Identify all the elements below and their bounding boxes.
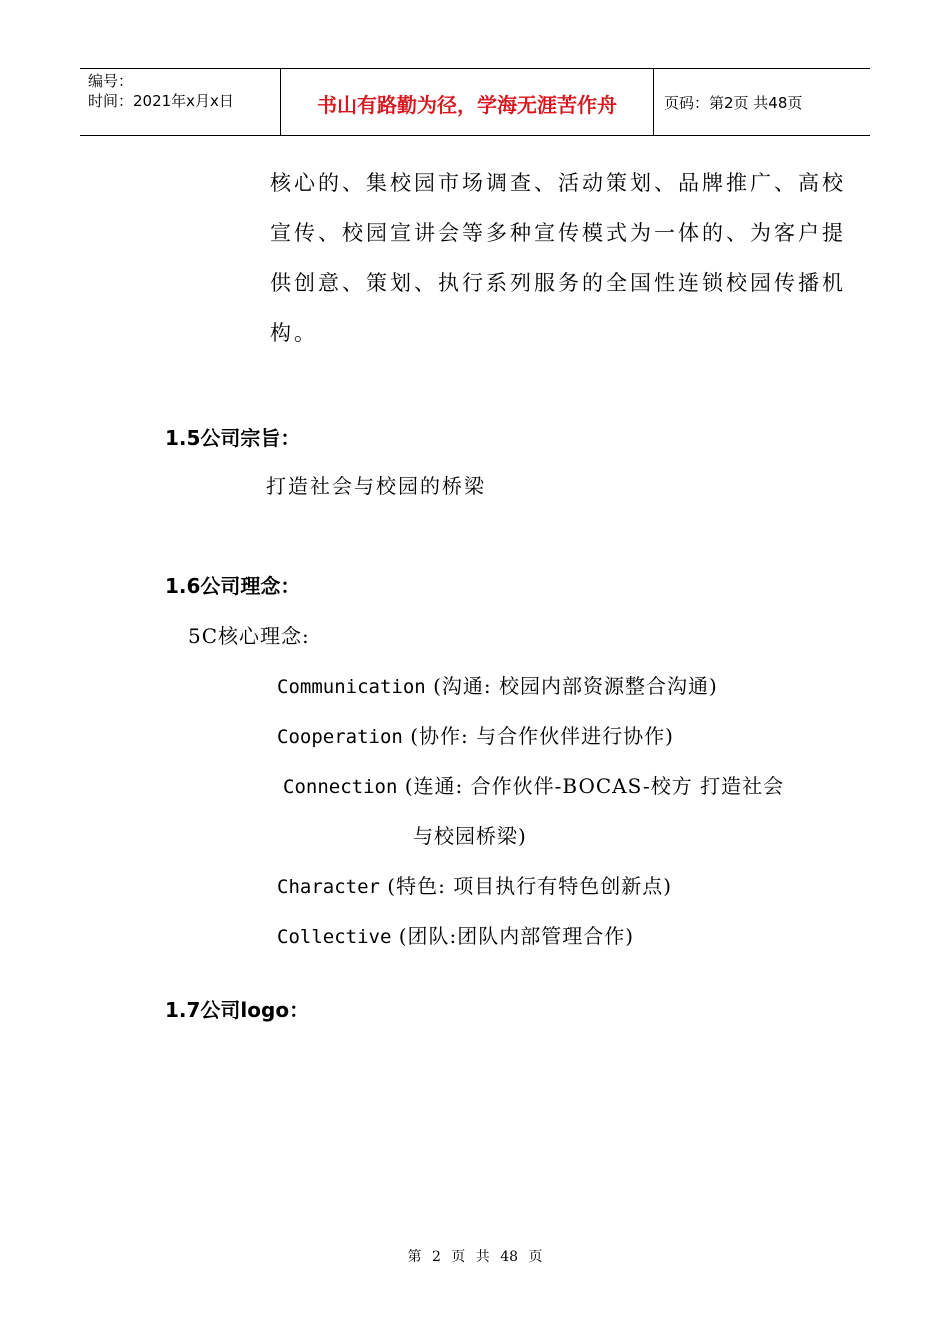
header-page-info: 页码：第2页 共48页 [664,93,803,112]
intro-paragraph [270,168,846,368]
philosophy-term: Cooperation [277,726,403,748]
intro-line: 核心的、集校园市场调查、活动策划、品牌推广、高校 [270,171,846,195]
philosophy-desc: (连通: 合作伙伴-BOCAS-校方 打造社会 [397,774,785,798]
intro-line: 供创意、策划、执行系列服务的全国性连锁校园传播机 [270,271,846,295]
philosophy-item [277,720,674,749]
heading-logo: 1.7公司logo： [165,998,310,1022]
philosophy-term: Communication [277,676,426,698]
philosophy-intro: 5C核心理念: [188,624,310,648]
philosophy-item-continued [413,820,527,849]
philosophy-term: Character [277,876,380,898]
philosophy-item [277,670,718,699]
number-label: 编号： [88,72,134,90]
heading-philosophy: 1.6公司理念： [165,574,301,598]
philosophy-desc: (团队:团队内部管理合作) [391,924,635,948]
philosophy-desc: (沟通: 校园内部资源整合沟通) [425,674,718,698]
philosophy-term: Connection [283,776,398,798]
philosophy-desc: (特色: 项目执行有特色创新点) [379,874,673,898]
philosophy-term: Collective [277,926,392,948]
header-meta [80,69,281,135]
heading-purpose: 1.5公司宗旨： [165,426,301,450]
philosophy-desc: (协作: 与合作伙伴进行协作) [402,724,674,748]
philosophy-item [277,870,672,899]
philosophy-item [277,920,634,949]
purpose-text: 打造社会与校园的桥梁 [266,474,486,498]
header-motto: 书山有路勤为径，学海无涯苦作舟 [281,69,654,135]
page-footer: 第 2 页 共 48 页 [407,1249,543,1265]
philosophy-desc: 与校园桥梁) [413,824,527,848]
intro-line: 宣传、校园宣讲会等多种宣传模式为一体的、为客户提 [270,221,846,245]
philosophy-item [283,770,784,799]
intro-line: 构。 [270,321,318,345]
page-header [80,68,870,136]
time-label: 时间：2021年x月x日 [88,92,234,110]
